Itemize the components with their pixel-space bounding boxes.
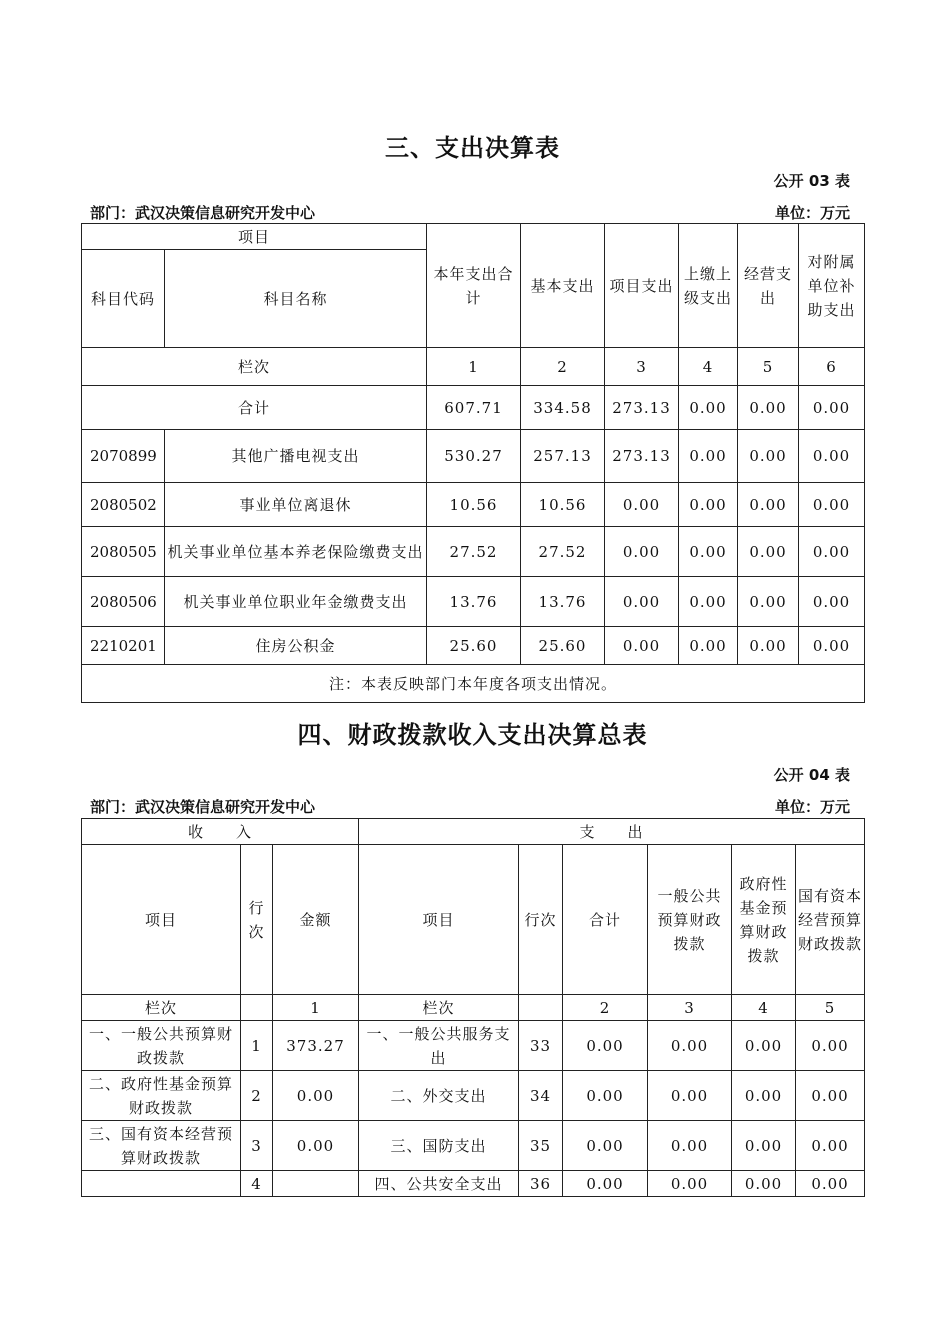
table-row: [82, 1171, 865, 1197]
col-number: 5: [796, 995, 865, 1021]
table-cell: 0.00: [679, 386, 738, 430]
total-row: [82, 386, 865, 430]
table-row: [82, 577, 865, 627]
header-col: 项目支出: [605, 224, 679, 348]
header-col: 基本支出: [521, 224, 605, 348]
table-cell: 273.13: [605, 386, 679, 430]
table-cell: 0.00: [648, 1121, 732, 1171]
table-cell: 0.00: [563, 1121, 648, 1171]
income-item: 二、政府性基金预算财政拨款: [82, 1071, 241, 1121]
header-project: 项目: [82, 224, 427, 250]
table-cell: 13.76: [521, 577, 605, 627]
income-amount: 373.27: [273, 1021, 359, 1071]
table-cell: 0.00: [605, 527, 679, 577]
table-cell: 0.00: [738, 627, 799, 665]
col-number: 1: [273, 995, 359, 1021]
table-cell: 257.13: [521, 430, 605, 483]
table-cell: 13.76: [427, 577, 521, 627]
row-no: 33: [519, 1021, 563, 1071]
row-no: 1: [241, 1021, 273, 1071]
subject-code: 2080502: [82, 483, 165, 527]
table-cell: 25.60: [521, 627, 605, 665]
table-cell: 0.00: [738, 430, 799, 483]
table-cell: 0.00: [732, 1121, 796, 1171]
col-number: 4: [679, 348, 738, 386]
table-cell: 0.00: [605, 627, 679, 665]
lanci-label: 栏次: [359, 995, 519, 1021]
header-general-budget: 一般公共预算财政拨款: [648, 845, 732, 995]
expense-item: 三、国防支出: [359, 1121, 519, 1171]
col-number: 2: [521, 348, 605, 386]
table3-title: 三、支出决算表: [385, 134, 560, 162]
row-no: 36: [519, 1171, 563, 1197]
income-item: [82, 1171, 241, 1197]
subject-code: 2070899: [82, 430, 165, 483]
header-col: 对附属单位补助支出: [799, 224, 865, 348]
subject-name: 住房公积金: [165, 627, 427, 665]
table-cell: 0.00: [679, 527, 738, 577]
table-cell: 334.58: [521, 386, 605, 430]
table-row: [82, 1071, 865, 1121]
table-cell: 0.00: [732, 1071, 796, 1121]
lanci-label: 栏次: [82, 348, 427, 386]
subject-name: 机关事业单位基本养老保险缴费支出: [165, 527, 427, 577]
header-amount: 金额: [273, 845, 359, 995]
table-cell: 0.00: [605, 483, 679, 527]
table-cell: 0.00: [679, 483, 738, 527]
table-cell: 0.00: [738, 386, 799, 430]
table-row: [82, 1121, 865, 1171]
table-cell: 0.00: [799, 577, 865, 627]
col-number: 6: [799, 348, 865, 386]
income-item: 三、国有资本经营预算财政拨款: [82, 1121, 241, 1171]
table-cell: 607.71: [427, 386, 521, 430]
table-cell: 27.52: [427, 527, 521, 577]
table-cell: 0.00: [648, 1021, 732, 1071]
table-cell: 10.56: [427, 483, 521, 527]
table-cell: 25.60: [427, 627, 521, 665]
col-number: 3: [648, 995, 732, 1021]
header-total: 合计: [563, 845, 648, 995]
header-col: 本年支出合计: [427, 224, 521, 348]
expenditure-table: [81, 223, 865, 703]
expense-item: 二、外交支出: [359, 1071, 519, 1121]
expense-item: 一、一般公共服务支出: [359, 1021, 519, 1071]
table-cell: 0.00: [738, 483, 799, 527]
table-cell: 0.00: [796, 1071, 865, 1121]
header-col: 上缴上级支出: [679, 224, 738, 348]
table-row: [82, 1021, 865, 1071]
row-no: 35: [519, 1121, 563, 1171]
col-number: 2: [563, 995, 648, 1021]
table-cell: 0.00: [799, 386, 865, 430]
income-amount: [273, 1171, 359, 1197]
table-cell: 0.00: [648, 1171, 732, 1197]
income-item: 一、一般公共预算财政拨款: [82, 1021, 241, 1071]
table-cell: 0.00: [732, 1021, 796, 1071]
col-number: 4: [732, 995, 796, 1021]
row-no: 3: [241, 1121, 273, 1171]
table-cell: 0.00: [799, 430, 865, 483]
table-cell: 0.00: [563, 1071, 648, 1121]
table-row: [82, 430, 865, 483]
table-cell: [241, 995, 273, 1021]
table3-department: 部门：武汉决策信息研究开发中心: [90, 204, 316, 222]
table-cell: 0.00: [799, 527, 865, 577]
table-cell: 0.00: [648, 1071, 732, 1121]
subject-code: 2210201: [82, 627, 165, 665]
table-cell: 0.00: [679, 430, 738, 483]
subject-code: 2080505: [82, 527, 165, 577]
table-cell: 0.00: [563, 1021, 648, 1071]
table-cell: 0.00: [679, 577, 738, 627]
table3-unit: 单位：万元: [774, 204, 850, 222]
table-cell: 273.13: [605, 430, 679, 483]
table-cell: 0.00: [799, 627, 865, 665]
header-state-capital: 国有资本经营预算财政拨款: [796, 845, 865, 995]
total-label: 合计: [82, 386, 427, 430]
income-header: 收 入: [82, 819, 359, 845]
subject-name: 机关事业单位职业年金缴费支出: [165, 577, 427, 627]
header-subject-code: 科目代码: [82, 250, 165, 348]
table-row: [82, 627, 865, 665]
table4-unit: 单位：万元: [774, 798, 850, 816]
col-number: 3: [605, 348, 679, 386]
table-cell: 10.56: [521, 483, 605, 527]
col-number: 5: [738, 348, 799, 386]
header-item: 项目: [82, 845, 241, 995]
table-cell: 0.00: [799, 483, 865, 527]
table-cell: 0.00: [605, 577, 679, 627]
income-amount: 0.00: [273, 1071, 359, 1121]
row-no: 2: [241, 1071, 273, 1121]
subject-name: 事业单位离退休: [165, 483, 427, 527]
table-cell: 0.00: [738, 577, 799, 627]
header-col: 经营支出: [738, 224, 799, 348]
table-cell: 0.00: [796, 1121, 865, 1171]
table-cell: 0.00: [732, 1171, 796, 1197]
table-cell: [519, 995, 563, 1021]
lanci-label: 栏次: [82, 995, 241, 1021]
table4-department: 部门：武汉决策信息研究开发中心: [90, 798, 316, 816]
header-row-no: 行次: [519, 845, 563, 995]
table-cell: 0.00: [679, 627, 738, 665]
row-no: 34: [519, 1071, 563, 1121]
table-cell: 0.00: [796, 1171, 865, 1197]
table-cell: 0.00: [796, 1021, 865, 1071]
fiscal-appropriation-table: [81, 818, 865, 1197]
table4-title: 四、财政拨款收入支出决算总表: [297, 721, 648, 749]
subject-code: 2080506: [82, 577, 165, 627]
table-cell: 27.52: [521, 527, 605, 577]
header-gov-fund: 政府性基金预算财政拨款: [732, 845, 796, 995]
header-subject-name: 科目名称: [165, 250, 427, 348]
table-row: [82, 527, 865, 577]
col-number: 1: [427, 348, 521, 386]
table-cell: 0.00: [563, 1171, 648, 1197]
table-row: [82, 483, 865, 527]
expense-item: 四、公共安全支出: [359, 1171, 519, 1197]
table-note: 注：本表反映部门本年度各项支出情况。: [82, 665, 865, 703]
expense-header: 支 出: [359, 819, 865, 845]
table-cell: 530.27: [427, 430, 521, 483]
table4-form-no: 公开 04 表: [773, 766, 850, 784]
table3-form-no: 公开 03 表: [773, 172, 850, 190]
header-item: 项目: [359, 845, 519, 995]
row-no: 4: [241, 1171, 273, 1197]
header-row-no: 行次: [241, 845, 273, 995]
income-amount: 0.00: [273, 1121, 359, 1171]
subject-name: 其他广播电视支出: [165, 430, 427, 483]
table-cell: 0.00: [738, 527, 799, 577]
